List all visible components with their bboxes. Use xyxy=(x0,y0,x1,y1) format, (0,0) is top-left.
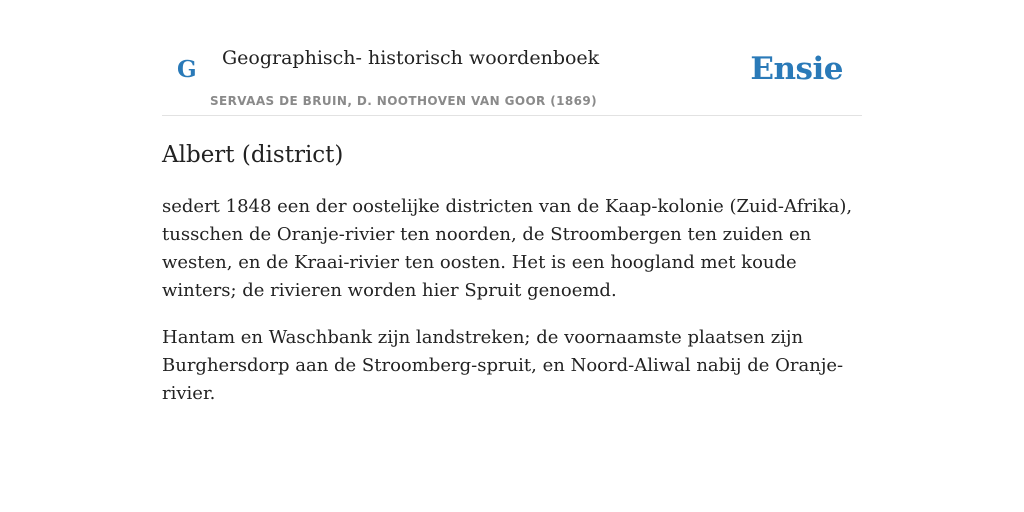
entry-paragraph: Hantam en Waschbank zijn landstreken; de voornaamste plaatsen zijn Burghersdorp aan de Stroomberg-spruit, en Noord-Aliwal nabij de Oranje-rivier. xyxy=(162,327,844,404)
ensie-logo-link[interactable]: Ensie xyxy=(750,51,843,87)
book-header xyxy=(162,0,862,116)
book-authors: SERVAAS DE BRUIN, D. NOOTHOVEN VAN GOOR (1869) xyxy=(210,94,598,108)
entry-paragraph: sedert 1848 een der oostelijke districten van de Kaap-kolonie (Zuid-Afrika), tusschen de Oranje-rivier ten noorden, de Stroombergen ten zuiden en westen, en de Kraai-rivier ten oosten. Het is een hoogland met koude winters; de rivieren worden hier Spruit genoemd. xyxy=(162,196,853,301)
entry-body xyxy=(162,193,862,408)
page xyxy=(162,0,862,408)
book-title[interactable]: Geographisch- historisch woordenboek xyxy=(222,47,600,69)
book-logo-link[interactable]: G xyxy=(177,56,197,83)
entry-title: Albert (district) xyxy=(162,142,344,168)
